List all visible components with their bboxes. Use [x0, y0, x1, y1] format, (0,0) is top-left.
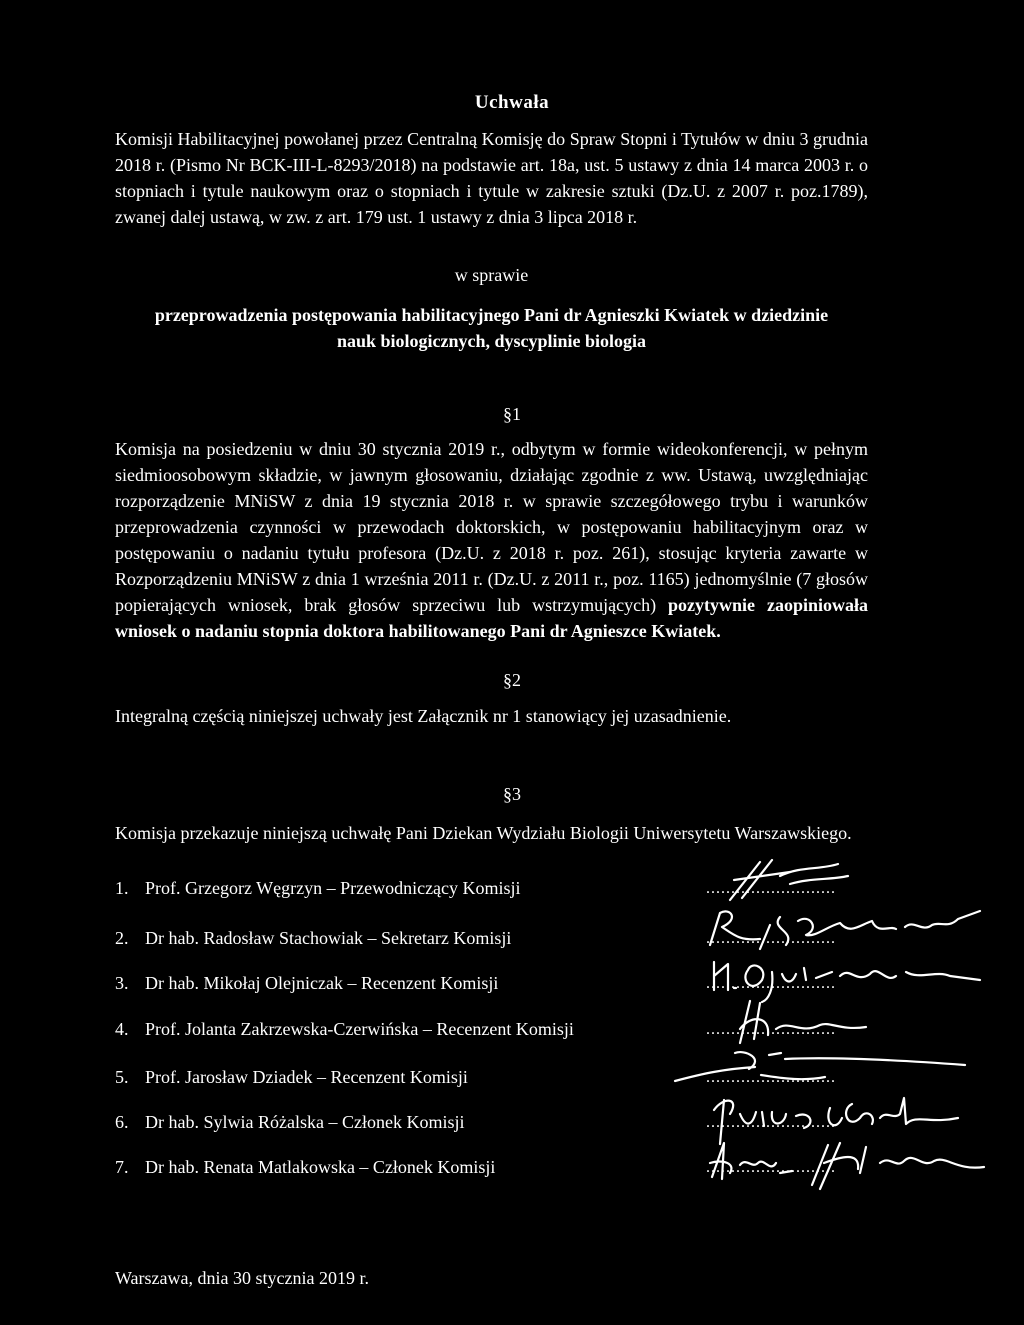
member-1	[115, 878, 521, 899]
signature-line-3: ..........................	[706, 975, 836, 992]
member-4	[115, 1019, 574, 1040]
signature-5	[665, 1045, 985, 1090]
member-2	[115, 928, 511, 949]
signature-1	[720, 858, 870, 908]
section-3-heading: §3	[503, 784, 521, 804]
signature-line-5: ..........................	[706, 1069, 836, 1086]
document-title: Uchwała	[474, 92, 550, 113]
member-2-name: Dr hab. Radosław Stachowiak – Sekretarz Komisji	[145, 928, 512, 948]
signature-4	[720, 995, 880, 1050]
section-1-paragraph	[115, 436, 868, 644]
member-2-number: 2.	[115, 928, 129, 948]
subject-line-1: przeprowadzenia postępowania habilitacyjnego Pani dr Agnieszki Kwiatek w dziedzinie	[154, 305, 829, 325]
section-1-heading: §1	[503, 404, 521, 424]
member-5	[115, 1067, 468, 1088]
member-5-name: Prof. Jarosław Dziadek – Recenzent Komisji	[145, 1067, 468, 1087]
member-7-name: Dr hab. Renata Matlakowska – Członek Komisji	[145, 1157, 496, 1177]
member-6-number: 6.	[115, 1112, 129, 1132]
member-4-name: Prof. Jolanta Zakrzewska-Czerwińska – Recenzent Komisji	[145, 1019, 574, 1039]
section-1-decision: pozytywnie zaopiniowała wniosek o nadaniu stopnia doktora habilitowanego Pani dr Agnieszce Kwiatek.	[115, 595, 868, 641]
signature-line-2: ..........................	[706, 930, 836, 947]
member-7-number: 7.	[115, 1157, 129, 1177]
signature-line-4: ..........................	[706, 1021, 836, 1038]
section-1-text: Komisja na posiedzeniu w dniu 30 stycznia 2019 r., odbytym w formie wideokonferencji, w pełnym siedmioosobowym składzie, w jawnym głosowaniu, działając zgodnie z ww. Ustawą, uwzględniając rozporządzenie MNiSW z dnia 19 stycznia 2018 r. w sprawie szczegółowego trybu i warunków przeprowadzenia czynności w przewodach doktorskich, w postępowaniu habilitacyjnym oraz w postępowaniu o nadaniu tytułu profesora (Dz.U. z 2018 r. poz. 261), stosując kryteria zawarte w Rozporządzeniu MNiSW z dnia 1 września 2011 r. (Dz.U. z 2011 r., poz. 1165) jednomyślnie (7 głosów popierających wniosek, brak głosów sprzeciwu lub wstrzymujących)	[115, 439, 868, 615]
subject-line-2: nauk biologicznych, dyscyplinie biologia	[336, 331, 647, 351]
section-3-text: Komisja przekazuje niniejszą uchwałę Pani Dziekan Wydziału Biologii Uniwersytetu Warszawskiego.	[115, 823, 852, 843]
signature-7	[700, 1133, 990, 1193]
member-6	[115, 1112, 464, 1133]
signature-line-7: ..........................	[706, 1159, 836, 1176]
member-1-name: Prof. Grzegorz Węgrzyn – Przewodniczący Komisji	[145, 878, 521, 898]
member-6-name: Dr hab. Sylwia Różalska – Członek Komisji	[145, 1112, 465, 1132]
member-7	[115, 1157, 495, 1178]
intro-paragraph: Komisji Habilitacyjnej powołanej przez Centralną Komisję do Spraw Stopni i Tytułów w dniu 3 grudnia 2018 r. (Pismo Nr BCK-III-L-8293/2018) na podstawie art. 18a, ust. 5 ustawy z dnia 14 marca 2003 r. o stopniach i tytule naukowym oraz o stopniach i tytule w zakresie sztuki (Dz.U. z 2007 r. poz.1789), zwanej dalej ustawą, w zw. z art. 179 ust. 1 ustawy z dnia 3 lipca 2018 r.	[115, 129, 868, 227]
section-2-text: Integralną częścią niniejszej uchwały jest Załącznik nr 1 stanowiący jej uzasadnienie.	[115, 706, 732, 726]
member-4-number: 4.	[115, 1019, 129, 1039]
w-sprawie-label: w sprawie	[454, 265, 529, 285]
member-3-name: Dr hab. Mikołaj Olejniczak – Recenzent Komisji	[145, 973, 499, 993]
section-2-heading: §2	[503, 670, 521, 690]
signature-line-1: ..........................	[706, 880, 836, 897]
member-3-number: 3.	[115, 973, 129, 993]
footer-date: Warszawa, dnia 30 stycznia 2019 r.	[115, 1268, 369, 1288]
signature-line-6: ..........................	[706, 1114, 836, 1131]
member-1-number: 1.	[115, 878, 129, 898]
member-5-number: 5.	[115, 1067, 129, 1087]
member-3	[115, 973, 498, 994]
